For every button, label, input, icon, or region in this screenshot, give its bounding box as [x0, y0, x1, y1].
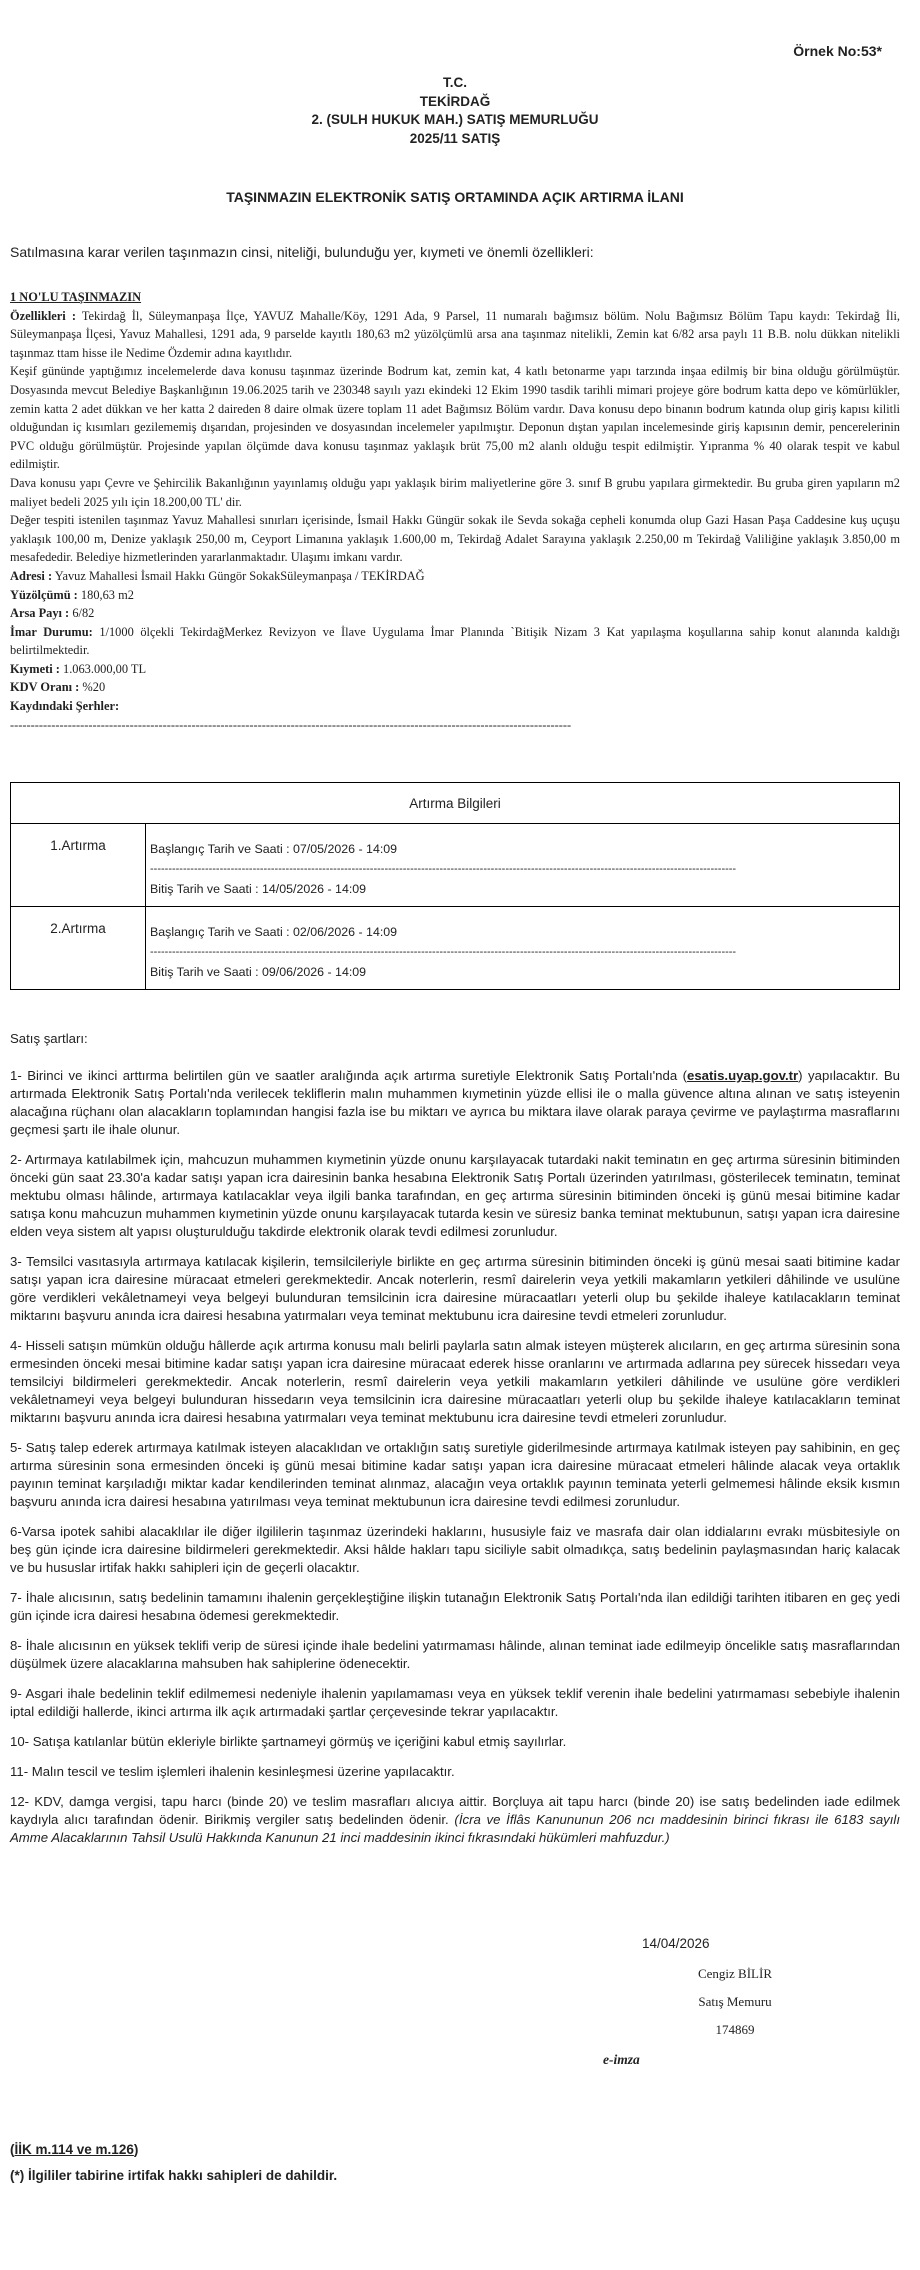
share-label: Arsa Payı :	[10, 606, 70, 621]
signer-id: 174869	[715, 2022, 755, 2037]
footer-notes	[10, 2137, 337, 2189]
separator-line: ----------------------------------------------------------------------------------------------------------------------------------------	[10, 717, 572, 732]
property-conditions	[10, 697, 900, 716]
announcement-title: TAŞINMAZIN ELEKTRONİK SATIŞ ORTAMINDA AÇIK ARTIRMA İLANI	[226, 189, 684, 205]
auction-end: Bitiş Tarih ve Saati : 09/06/2026 - 14:09	[150, 965, 367, 979]
auction-end: Bitiş Tarih ve Saati : 14/05/2026 - 14:09	[150, 882, 367, 896]
auction-row	[11, 824, 900, 907]
vat-value: %20	[82, 680, 106, 695]
conditions-heading: Satış şartları:	[10, 1031, 88, 1046]
condition-6: 6-Varsa ipotek sahibi alacaklılar ile diğer ilgililerin taşınmaz üzerindeki haklarını, hususiyle faiz ve masrafa dair olan iddialarını evrakı müsbitesiyle on beş gün içinde icra dairesine bildirmeleri gerekmektedir. Aksi hâlde hakları tapu siciliyle sabit olmadıkça, satış bedelinin paylaşmasından hariç kalacak ve bu hususlar irtifak hakkı sahipleri için de geçerli olacaktır.	[10, 1524, 900, 1575]
condition-10: 10- Satışa katılanlar bütün ekleriyle birlikte şartnameyi görmüş ve içeriğini kabul etmiş sayılırlar.	[10, 1734, 567, 1749]
header-line-tc: T.C.	[442, 75, 467, 90]
document-header	[10, 74, 900, 148]
condition-5: 5- Satış talep ederek artırmaya katılmak isteyen alacaklıdan ve ortaklığın satış suretiyle giderilmesinde artırmaya katılmak isteyen pay sahibinin, en geç artırma süresinin sona ermesinden önceki iş günü mesai bitimine kadar satışı yapan icra dairesine müracaat etmeleri hâlinde alacak veya ortaklık payının teminat karşıladığı miktar kadar kendilerinden teminat alınmaz, alacağın veya ortaklık payının teminata yeterli gelmemesi hâlinde eksik kısmın başvuru anında icra dairesi hesabına yatırılması veya teminat mektubunun icra dairesine tevdi edilmesi zorunludur.	[10, 1440, 900, 1509]
auction-round-label: 2.Artırma	[11, 907, 146, 990]
auction-round-info	[146, 907, 900, 990]
auction-start: Başlangıç Tarih ve Saati : 07/05/2026 - 14:09	[150, 842, 398, 856]
auction-table	[10, 782, 900, 990]
esatis-portal-link[interactable]: esatis.uyap.gov.tr	[687, 1068, 799, 1083]
signer-name: Cengiz BİLİR	[697, 1966, 772, 1981]
area-label: Yüzölçümü :	[10, 587, 78, 602]
value-label: Kıymeti :	[10, 661, 60, 676]
intro-text: Satılmasına karar verilen taşınmazın cinsi, niteliği, bulunduğu yer, kıymeti ve önemli özellikleri:	[10, 244, 594, 260]
property-address	[10, 567, 900, 586]
features-label: Özellikleri :	[10, 308, 76, 323]
condition-12-italic: (İcra ve İflâs Kanununun 206 ncı maddesinin birinci fıkrası ile 6183 sayılı Amme Alacaklarının Tahsil Usulü Hakkında Kanunun 21 inci maddesinin ikinci fıkrasındaki hükümleri mahfuzdur.)	[10, 1812, 901, 1845]
auction-table-header: Artırma Bilgileri	[11, 783, 900, 824]
header-line-office: 2. (SULH HUKUK MAH.) SATIŞ MEMURLUĞU	[311, 112, 599, 127]
auction-round-info	[146, 824, 900, 907]
property-section	[10, 288, 900, 734]
zoning-label: İmar Durumu:	[10, 624, 93, 639]
condition-12	[10, 1793, 900, 1847]
signature-date: 14/04/2026	[642, 1936, 710, 1951]
zoning-value: 1/1000 ölçekli TekirdağMerkez Revizyon ve İlave Uygulama İmar Planında `Bitişik Nizam 3 Kat yapılaşma koşullarına sahip konut alanında kaldığı belirtilmektedir.	[10, 624, 900, 658]
property-vat	[10, 678, 900, 697]
signer-info	[670, 1960, 800, 2044]
condition-1	[10, 1067, 900, 1139]
auction-dash-line: ----------------------------------------------------------------------------------------------------------------------------------------------------------------	[150, 946, 737, 958]
auction-round-label: 1.Artırma	[11, 824, 146, 907]
property-paragraph-location: Değer tespiti istenilen taşınmaz Yavuz Mahallesi sınırları içerisinde, İsmail Hakkı Güngür sokak ile Sevda sokağa cepheli konumda olup Gazi Hasan Paşa Caddesine kuş uçuşu yaklaşık 100,00 m, Denize yaklaşık 250,00 m, Ceyport Limanına yaklaşık 1.600,00 m, Tekirdağ Adalet Sarayına yaklaşık 2.250,00 m Tekirdağ Valiliğine yaklaşık 3.850,00 m mesafededir. Belediye hizmetlerinden yararlanmaktadır. Ulaşımı imkanı vardır.	[10, 513, 900, 565]
condition-9: 9- Asgari ihale bedelinin teklif edilmemesi nedeniyle ihalenin yapılamaması veya en yüksek teklif verenin ihale bedelini yatırmaması sebebiyle ihalenin iptal edildiği hallerde, ikinci artırma ilk açık artırmadaki şartlar çerçevesinde tekrar yapılacaktır.	[10, 1686, 900, 1719]
condition-12-text: 12- KDV, damga vergisi, tapu harcı (binde 20) ve teslim masrafları alıcıya aittir. Borçluya ait tapu harcı (binde 20) ise satış bedelinden iade edilmek kaydıyla alıcı tarafından ödenir. Birikmiş vergiler satış bedelinden ödenir.	[10, 1794, 900, 1827]
auction-row	[11, 907, 900, 990]
features-text: Tekirdağ İl, Süleymanpaşa İlçe, YAVUZ Mahalle/Köy, 1291 Ada, 9 Parsel, 11 numaralı bağımsız bölüm. Nolu Bağımsız Bölüm Tapu kaydı: Tekirdağ İli, Süleymanpaşa İlçesi, Yavuz Mahallesi, 1291 ada, 9 parselde kayıtlı 180,63 m2 yüzölçümlü arsa ana taşınmaz nitelikli, Zemin kat 6/82 arsa paylı 11 B.B. nolu dükkan nitelikli taşınmaz ttam hisse ile Nedime Özdemir adına kayıtlıdır.	[10, 308, 901, 360]
signer-title: Satış Memuru	[698, 1994, 772, 2009]
value-amount: 1.063.000,00 TL	[63, 661, 147, 676]
condition-4: 4- Hisseli satışın mümkün olduğu hâllerde açık artırma konusu malı belirli paylarla satın almak isteyen müşterek alıcıların, en geç artırma süresinin sona ermesinden önceki mesai bitimine kadar satışı yapan icra dairesine müracaat ederek hisse oranlarını ve artırmada adlarına pey sürecek hissedarı veya temsilciyi bildirmeleri gerekmektedir. Ancak noterlerin, resmî dairelerin veya yetkili makamların yetkileri dâhilinde ve usulüne göre verdikleri vekâletnameyi veya belgeyi bulunduran hissedarın veya temsilcinin icra dairesine müracaatları yeterli olup bu şekilde ihaleye katılacakların teminat miktarını başvuru anında icra dairesi hesabına yatırmaları veya teminat mektubunu icra dairesine tevdi etmeleri zorunludur.	[10, 1338, 900, 1425]
condition-2: 2- Artırmaya katılabilmek için, mahcuzun muhammen kıymetinin yüzde onunu karşılayacak tutardaki nakit teminatın en geç artırma süresinin bitiminden önceki gün saat 23.30'a kadar satışı yapan icra dairesinin banka hesabına Elektronik Satış Portalı üzerinden yatırılması, gösterilecek teminatın, teminat mektubu olması hâlinde, artırmaya katılacaklar veya ilgili banka tarafından, en geç artırma süresinin bitiminden önceki iş günü mesai bitimine kadar satışa konu mahcuzun muhammen kıymetinin yüzde onunu karşılayacak tutarda kesin ve süresiz banka teminat mektubunun, satışı yapan icra dairesine elden veya sistem alt yapısı oluşturulduğu takdirde elektronik olarak tevdi edilmesi zorunludur.	[10, 1152, 900, 1239]
sale-conditions	[10, 1030, 900, 1859]
property-area	[10, 586, 900, 605]
vat-label: KDV Oranı :	[10, 680, 80, 695]
auction-start: Başlangıç Tarih ve Saati : 02/06/2026 - 14:09	[150, 925, 398, 939]
footer-law-ref: (İİK m.114 ve m.126)	[10, 2142, 139, 2157]
property-share	[10, 604, 900, 623]
address-value: Yavuz Mahallesi İsmail Hakkı Güngör SokakSüleymanpaşa / TEKİRDAĞ	[54, 568, 425, 583]
example-number: Örnek No:53*	[793, 43, 882, 59]
condition-8: 8- İhale alıcısının en yüksek teklifi verip de süresi içinde ihale bedelini yatırmaması hâlinde, alınan teminat iade edilmeyip öncelikle satış masraflarından düşülmek üzere alacaklarına mahsuben hak sahiplerine ödenecektir.	[10, 1638, 900, 1671]
conditions-label: Kaydındaki Şerhler:	[10, 699, 120, 714]
area-value: 180,63 m2	[80, 587, 134, 602]
share-value: 6/82	[72, 606, 95, 621]
condition-1-text-cont: ) yapılacaktır. Bu artırmada Elektronik Satış Portalı'nda verilecek tekliflerin malın muhammen kıymetinin yüzde ellisi ile o malla güvence altına alınan ve satış isteyenin alacağına rüçhanı olan alacakların toplamından hangisi fazla ise bu miktarı ve ayrıca bu miktara ilave olarak paraya çevirme ve paylaştırma masraflarını geçmesi şartı ile ihale olunur.	[10, 1068, 900, 1137]
condition-7: 7- İhale alıcısının, satış bedelinin tamamını ihalenin gerçekleştiğine ilişkin tutanağın Elektronik Satış Portalı'nda ilan edildiği tarihten itibaren en geç yedi gün içinde icra dairesi hesabına ödemesi gerekmektedir.	[10, 1590, 900, 1623]
property-title: 1 NO'LU TAŞINMAZIN	[10, 290, 142, 304]
property-value	[10, 660, 900, 679]
condition-1-text: 1- Birinci ve ikinci arttırma belirtilen gün ve saatler aralığında açık artırma suretiyle Elektronik Satış Portalı'nda (	[10, 1068, 688, 1083]
property-zoning	[10, 623, 900, 660]
property-paragraph-cost: Dava konusu yapı Çevre ve Şehircilik Bakanlığının yayınlamış olduğu yapı yaklaşık birim maliyetlerine göre 3. sınıf B grubu yapılara girmektedir. Bu gruba giren yapıların m2 maliyet bedeli 2025 yılı için 18.200,00 TL' dir.	[10, 475, 900, 509]
auction-dash-line: ----------------------------------------------------------------------------------------------------------------------------------------------------------------	[150, 863, 737, 875]
property-paragraph-inspection: Keşif gününde yaptığımız incelemelerde dava konusu taşınmaz üzerinde Bodrum kat, zemin kat, 4 katlı betonarme yapı tarzında inşaa edilmiş bir bina olduğu görülmüştür. Dosyasında mevcut Belediye Başkanlığının 19.06.2025 tarih ve 230348 sayılı yazı ekindeki 12 Ekim 1990 tasdik tarihli mimari projeye göre bodrum katta depo ve kömürlükler, zemin katta 2 adet dükkan ve her katta 2 daireden 8 daire olmak üzere toplam 11 adet Bağımsız Bölüm vardır. Dava konusu depo binanın bodrum katında olup giriş kapısı kilitli olduğundan iç kısımları gezilememiş dışarıdan, projesinden ve dosyasından incelemeler yapılmıştır. Deponun dıştan yapılan incelemesinde giriş kapısının demir, pencerelerinin PVC olduğu görülmüştür. Projesinde yapılan ölçümde dava konusu taşınmaz yaklaşık brüt 75,00 m2 alanlı olduğu tespit edilmiştir. Yıpranma % 40 olarak tespit ve kabul edilmiştir.	[10, 364, 900, 472]
address-label: Adresi :	[10, 568, 53, 583]
condition-3: 3- Temsilci vasıtasıyla artırmaya katılacak kişilerin, temsilcileriyle birlikte en geç artırma süresinin bitiminden önceki iş günü mesai saati bitimine kadar satışı yapan icra dairesine müracaat etmeleri gerekmektedir. Ancak noterlerin, resmî dairelerin veya yetkili makamların yetkileri dâhilinde ve usulüne göre verdikleri vekâletnameyi veya belgeyi bulunduran temsilcinin icra dairesine müracaatları yeterli olup bu şekilde ihaleye katılacakların teminat miktarını başvuru anında icra dairesi hesabına yatırmaları veya teminat mektubunu icra dairesine tevdi etmeleri zorunludur.	[10, 1254, 900, 1323]
header-line-city: TEKİRDAĞ	[419, 93, 491, 109]
footer-note: (*) İlgililer tabirine irtifak hakkı sahipleri de dahildir.	[10, 2168, 338, 2183]
header-line-file-no: 2025/11 SATIŞ	[409, 130, 501, 146]
condition-11: 11- Malın tescil ve teslim işlemleri ihalenin kesinleşmesi üzerine yapılacaktır.	[10, 1764, 455, 1779]
e-signature: e-imza	[603, 2052, 640, 2067]
law-ref-text: İİK m.114 ve m.126	[14, 2142, 134, 2157]
property-features	[10, 307, 900, 363]
